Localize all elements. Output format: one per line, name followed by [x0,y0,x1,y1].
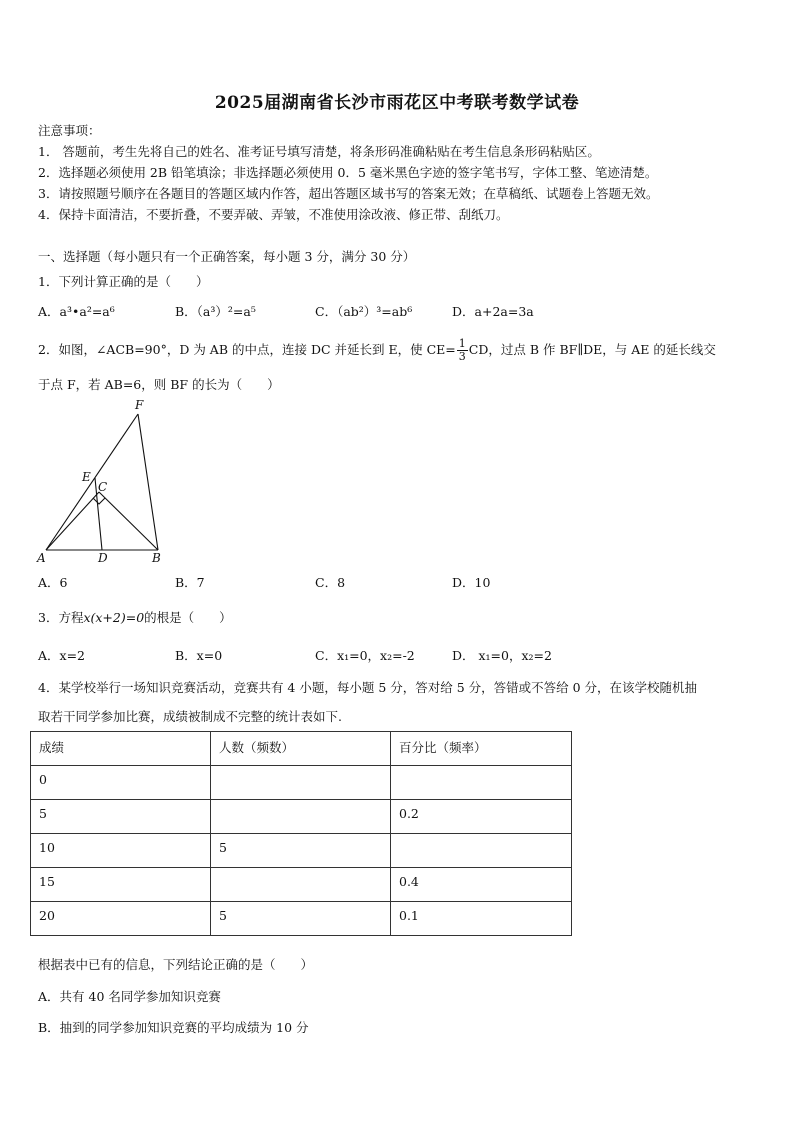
label-b: B [152,551,161,564]
q2-stem-part1: 2．如图，∠ACB=90°，D 为 AB 的中点，连接 DC 并延长到 E，使 CE= [38,342,456,357]
q2-fraction-denominator: 3 [458,350,466,363]
label-d: D [98,551,108,564]
table-row [31,902,572,936]
notice-item-3: 3．请按照题号顺序在各题目的答题区域内作答，超出答题区域书写的答案无效；在草稿纸、试题卷上答题无效。 [38,186,659,201]
q2-fraction [457,338,468,363]
table-cell [391,766,572,800]
segment-af [46,414,138,550]
table-cell [211,766,391,800]
q2-geometry-figure [34,394,174,564]
q4-option-a: A．共有 40 名同学参加知识竞赛 [38,989,221,1004]
q3-option-a: A．x=2 [38,648,86,663]
q2-option-a: A．6 [38,575,68,590]
table-row [31,868,572,902]
table-row [31,766,572,800]
table-row [31,800,572,834]
q3-option-d: D． x₁=0，x₂=2 [452,648,552,663]
q2-stem-line1 [38,338,716,363]
table-row [31,834,572,868]
q3-stem [38,608,232,626]
table-cell: 15 [31,868,211,902]
q3-option-c: C．x₁=0，x₂=-2 [315,648,415,663]
q4-stats-table [30,731,572,936]
table-cell: 0 [31,766,211,800]
q4-option-b: B．抽到的同学参加知识竞赛的平均成绩为 10 分 [38,1020,309,1035]
segment-cb [99,492,158,550]
table-cell: 5 [211,902,391,936]
q1-option-d: D．a+2a=3a [452,304,534,319]
q1-option-a: A．a³•a²=a⁶ [38,304,115,319]
q3-stem-post: 的根是（ ） [144,610,232,625]
table-header-cell: 百分比（频率） [391,732,572,766]
exam-title: 2025届湖南省长沙市雨花区中考联考数学试卷 [214,93,580,113]
table-cell: 0.2 [391,800,572,834]
q1-option-c: C．（ab²）³=ab⁶ [315,304,413,319]
q2-option-d: D．10 [452,575,491,590]
section-heading: 一、选择题（每小题只有一个正确答案，每小题 3 分，满分 30 分） [38,249,416,264]
table-cell: 5 [31,800,211,834]
label-f: F [135,398,144,412]
segment-fb [138,414,158,550]
q4-stem-line1: 4．某学校举行一场知识竞赛活动，竞赛共有 4 小题，每小题 5 分，答对给 5 分，答错或不答给 0 分，在该学校随机抽 [38,680,698,695]
segment-ac [46,492,99,550]
notice-item-2: 2．选择题必须使用 2B 铅笔填涂；非选择题必须使用 0．5 毫米黑色字迹的签字笔书写，字体工整、笔迹清楚。 [38,165,658,180]
label-e: E [82,470,91,484]
q2-option-b: B．7 [175,575,205,590]
q2-fraction-numerator: 1 [458,337,466,350]
table-cell [211,800,391,834]
table-cell: 10 [31,834,211,868]
q3-stem-pre: 3．方程 [38,610,84,625]
notice-item-4: 4．保持卡面清洁，不要折叠，不要弄破、弄皱，不准使用涂改液、修正带、刮纸刀。 [38,207,509,222]
q2-option-c: C．8 [315,575,346,590]
table-cell: 20 [31,902,211,936]
table-cell: 0.1 [391,902,572,936]
table-header-cell: 人数（频数） [211,732,391,766]
q1-stem: 1．下列计算正确的是（ ） [38,274,209,289]
notice-item-1: 1． 答题前，考生先将自己的姓名、准考证号填写清楚，将条形码准确粘贴在考生信息条形码粘贴区。 [38,144,600,159]
q3-equation: x(x+2)=0 [83,610,145,625]
table-cell [211,868,391,902]
q4-stem-line2: 取若干同学参加比赛，成绩被制成不完整的统计表如下. [38,709,342,724]
q1-option-b: B．（a³）²=a⁵ [175,304,256,319]
q2-stem-part2: CD，过点 B 作 BF∥DE，与 AE 的延长线交 [468,342,716,357]
q3-option-b: B．x=0 [175,648,223,663]
label-c: C [98,480,108,494]
table-cell: 0.4 [391,868,572,902]
table-header-row [31,732,572,766]
q4-question: 根据表中已有的信息，下列结论正确的是（ ） [38,957,314,972]
right-angle-mark [93,498,105,504]
q2-stem-line2: 于点 F，若 AB=6，则 BF 的长为（ ） [38,377,280,392]
table-cell [391,834,572,868]
table-header-cell: 成绩 [31,732,211,766]
label-a: A [37,551,46,564]
notice-heading: 注意事项： [38,123,101,138]
table-cell: 5 [211,834,391,868]
